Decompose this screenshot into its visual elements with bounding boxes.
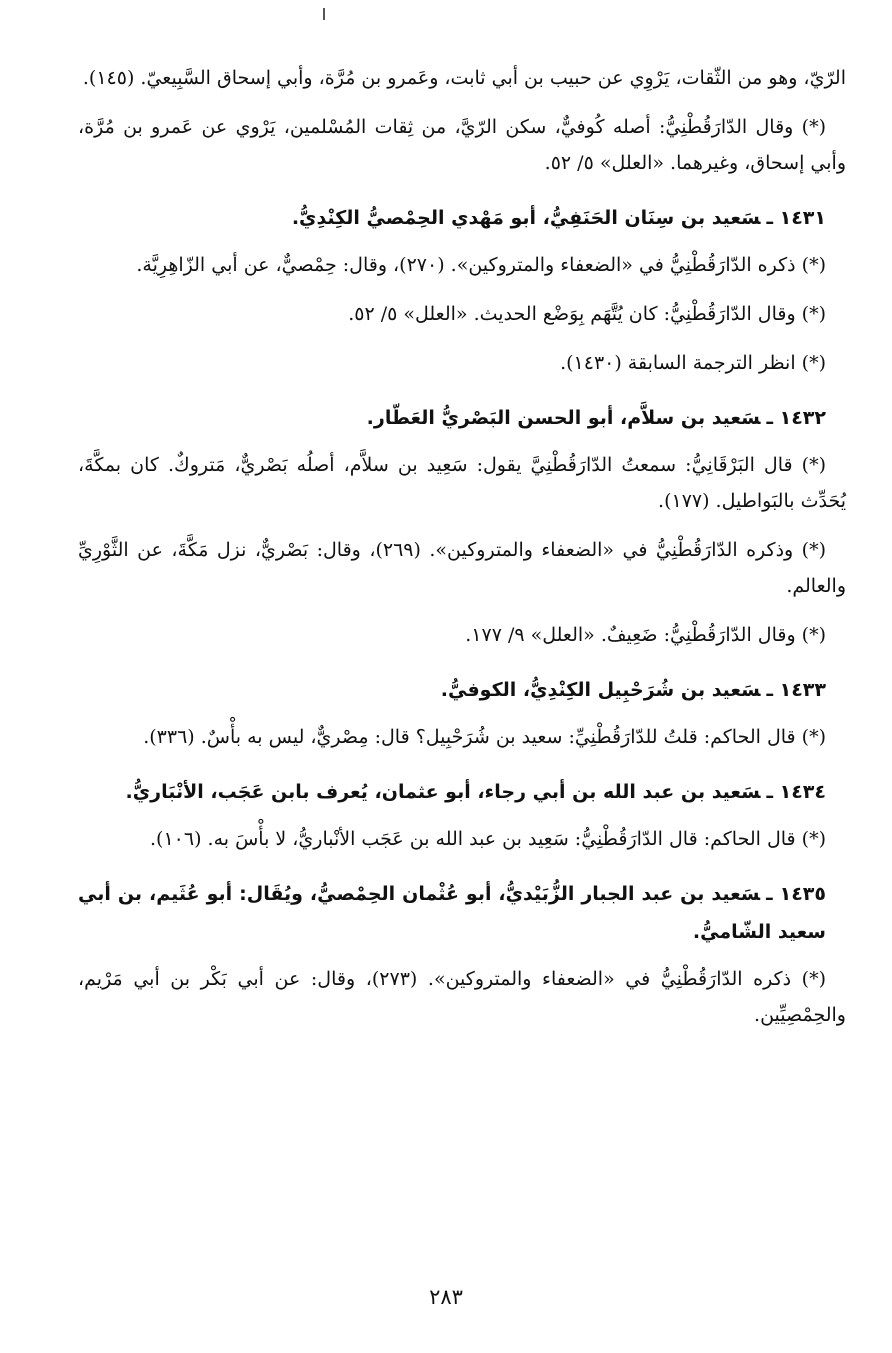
paragraph: (*) قال الحاكم: قال الدّارَقُطْنِيُّ: سَعِيد بن عبد الله بن عَجَب الأنْباريُّ، لا بأْسَ به. (١٠٦). [150, 828, 826, 850]
scan-mark [323, 8, 325, 20]
entry-title: سَعيد بن عبد الجبار الزُّبَيْديُّ، أبو عُثْمان الحِمْصيُّ، ويُقَال: أبو عُثَيم، بن أبي سعيد الشّاميُّ. [78, 883, 826, 943]
paragraph: الرّيّ، وهو من الثّقات، يَرْوِي عن حبيب بن أبي ثابت، وعَمرو بن مُرَّة، وأبي إسحاق السَّبِيعيّ. (١٤٥). [82, 67, 846, 89]
paragraph: (*) انظر الترجمة السابقة (١٤٣٠). [560, 352, 826, 374]
entry-number: ١٤٣٥ ـ [766, 883, 826, 905]
paragraph: (*) قال البَرْقَانِيُّ: سمعتُ الدّارَقُطْنِيَّ يقول: سَعِيد بن سلاَّم، أصلُه بَصْريٌّ، مَتروكٌ. كان بمكَّةَ، يُحَدِّث بالبَواطيل. (١٧٧). [78, 454, 846, 512]
entry-heading [78, 199, 846, 237]
paragraph: (*) وقال الدّارَقُطْنِيُّ: ضَعِيفٌ. «العلل» ٩/ ١٧٧. [465, 624, 826, 646]
entry-heading [78, 773, 846, 811]
paragraph: (*) وقال الدّارَقُطْنِيُّ: كان يُتَّهَم بِوَضْع الحديث. «العلل» ٥/ ٥٢. [348, 303, 826, 325]
entry-title: سَعيد بن سلاَّم، أبو الحسن البَصْريُّ العَطّار. [366, 407, 761, 429]
page-body [78, 60, 846, 1046]
entry-number: ١٤٣٢ ـ [766, 407, 826, 429]
entry-title: سَعيد بن سِنَان الحَنَفِيُّ، أبو مَهْدي الحِمْصيُّ الكِنْدِيُّ. [291, 207, 761, 229]
entry-number: ١٤٣٤ ـ [766, 781, 826, 803]
entry-heading [78, 399, 846, 437]
entry-heading [78, 671, 846, 709]
paragraph: (*) وذكره الدّارَقُطْنِيُّ في «الضعفاء والمتروكين». (٢٦٩)، وقال: بَصْريٌّ، نزل مَكَّةَ، عن الثَّوْرِيِّ والعالم. [78, 539, 846, 597]
entry-number: ١٤٣١ ـ [766, 207, 826, 229]
paragraph: (*) قال الحاكم: قلتُ للدّارَقُطْنِيِّ: سعيد بن شُرَحْبِيل؟ قال: مِصْريٌّ، ليس به بأْسٌ. (٣٣٦). [143, 726, 826, 748]
entry-title: سَعيد بن عبد الله بن أبي رجاء، أبو عثمان، يُعرف بابن عَجَب، الأنْبَاريُّ. [125, 781, 761, 803]
entry-title: سَعيد بن شُرَحْبِيل الكِنْدِيُّ، الكوفيُّ. [440, 679, 761, 701]
entry-number: ١٤٣٣ ـ [766, 679, 826, 701]
paragraph: (*) ذكره الدّارَقُطْنِيُّ في «الضعفاء والمتروكين». (٢٧٣)، وقال: عن أبي بَكْر بن أبي مَرْيم، والحِمْصِيِّين. [78, 968, 846, 1026]
paragraph: (*) ذكره الدّارَقُطْنِيُّ في «الضعفاء والمتروكين». (٢٧٠)، وقال: حِمْصيٌّ، عن أبي الزّاهِرِيَّة. [136, 254, 826, 276]
paragraph: (*) وقال الدّارَقُطْنِيُّ: أصله كُوفيٌّ، سكن الرّيَّ، من ثِقات المُسْلمين، يَرْوي عن عَمرو بن مُرَّة، وأبي إسحاق، وغيرهما. «العلل» ٥/ ٥٢. [78, 116, 846, 174]
page-number: ٢٨٣ [429, 1285, 463, 1309]
entry-heading [78, 875, 846, 951]
